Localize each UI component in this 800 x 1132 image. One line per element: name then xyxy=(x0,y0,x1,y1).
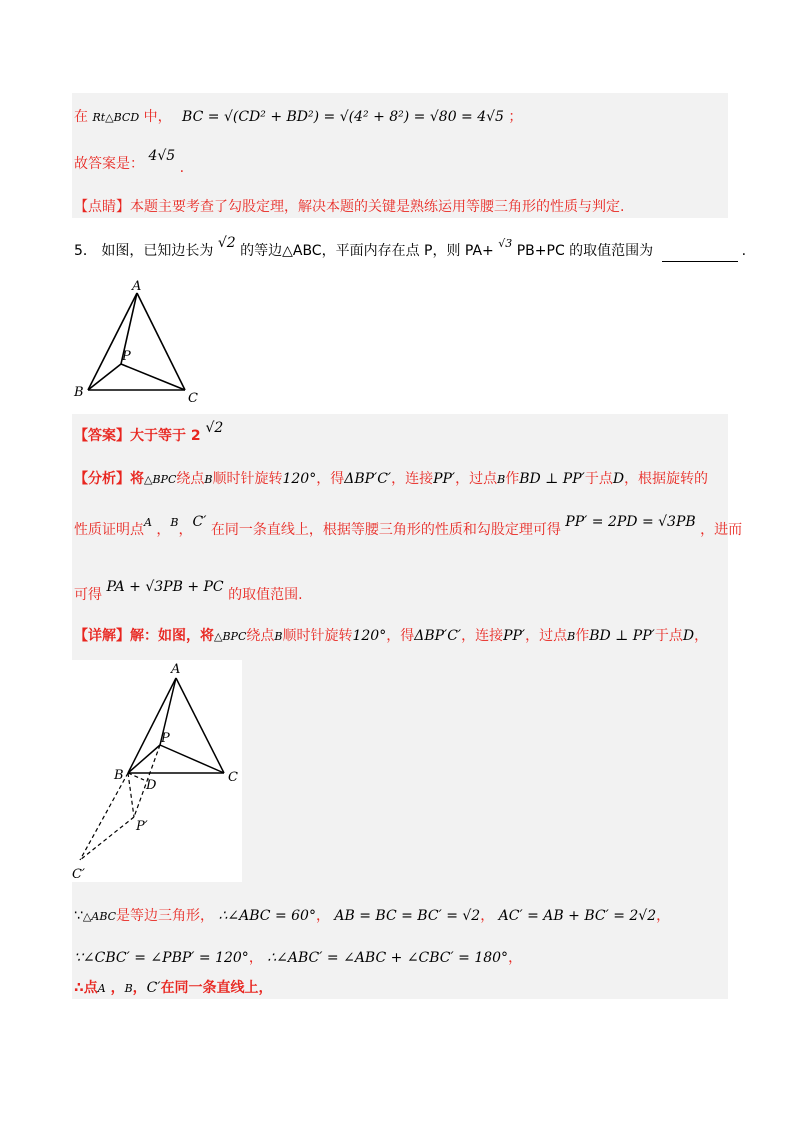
question-text: . xyxy=(741,243,747,259)
sqrt2-value: √2 xyxy=(217,235,236,251)
prev-text: . xyxy=(179,160,185,176)
proof-line-3 xyxy=(74,978,273,999)
proof-text: ∴点 xyxy=(74,980,98,996)
proof-text: 在同一条直线上， xyxy=(160,980,273,996)
prev-comment: 【点睛】本题主要考查了勾股定理，解决本题的关键是熟练运用等腰三角形的性质与判定. xyxy=(74,199,625,215)
detail-text: 绕点 xyxy=(246,628,275,644)
analysis-text: 顺时针旋转 xyxy=(212,471,283,487)
analysis-text: ，连接 xyxy=(391,471,434,487)
proof-text: ， xyxy=(656,908,671,924)
question-text: PB+PC 的取值范围为 xyxy=(516,243,654,259)
answer-line xyxy=(74,420,224,446)
proof-text: ， xyxy=(480,908,495,924)
analysis-point: D xyxy=(612,471,625,487)
analysis-triangle-2: ΔBP′C′ xyxy=(344,471,392,487)
question-text: 如图，已知边长为 xyxy=(101,243,214,259)
analysis-line-2 xyxy=(74,514,743,541)
detail-perpendicular: BD ⊥ PP′ xyxy=(589,628,655,644)
analysis-line-1 xyxy=(74,469,708,490)
proof-point: A xyxy=(97,982,106,995)
label-A: A xyxy=(132,279,142,294)
rotation-figure xyxy=(72,660,242,882)
label-C: C xyxy=(228,770,238,785)
detail-text: ， xyxy=(694,628,709,644)
detail-angle: 120° xyxy=(352,628,387,644)
proof-text: 是等边三角形， xyxy=(116,908,215,924)
sqrt3-value: √3 xyxy=(498,237,513,250)
detail-point: D xyxy=(682,628,695,644)
proof-math: AC′ = AB + BC′ = 2√2 xyxy=(498,908,657,924)
proof-math: ∴∠ABC = 60° xyxy=(218,908,316,924)
analysis-point: A xyxy=(144,516,152,529)
analysis-text: 作 xyxy=(505,471,520,487)
proof-text: ， xyxy=(110,980,125,996)
detail-line xyxy=(74,626,708,647)
analysis-text: ，进而 xyxy=(700,522,743,538)
analysis-point: B xyxy=(170,516,179,529)
proof-math: ∴∠ABC′ = ∠ABC + ∠CBC′ = 180° xyxy=(267,950,509,966)
proof-triangle: △ABC xyxy=(82,910,117,923)
proof-line-2 xyxy=(74,948,522,968)
analysis-point: C′ xyxy=(192,514,207,530)
label-D: D xyxy=(146,778,157,793)
detail-triangle: △BPC xyxy=(214,630,247,643)
prev-solution-line-2 xyxy=(74,148,185,176)
answer-value: √2 xyxy=(205,420,224,436)
prev-triangle: Rt△BCD xyxy=(92,111,140,124)
analysis-text: ，根据旋转的 xyxy=(624,471,709,487)
proof-text: ∵ xyxy=(74,908,83,924)
analysis-text: ， xyxy=(156,522,171,538)
proof-text: ， xyxy=(508,950,523,966)
analysis-text: 性质证明点 xyxy=(74,522,144,538)
label-A: A xyxy=(171,662,181,677)
analysis-text: 可得 xyxy=(74,587,102,603)
label-B: B xyxy=(74,385,84,400)
analysis-text: 绕点 xyxy=(176,471,205,487)
prev-equation: BC = √(CD² + BD²) = √(4² + 8²) = √80 = 4√5 xyxy=(182,109,504,125)
detail-text: 【详解】解：如图，将 xyxy=(74,628,214,644)
analysis-text: 在同一条直线上，根据等腰三角形的性质和勾股定理可得 xyxy=(210,522,561,538)
detail-point: B xyxy=(274,630,283,643)
analysis-text: ， xyxy=(178,522,193,538)
label-C: C xyxy=(188,391,198,406)
proof-point: C′ xyxy=(146,980,161,996)
answer-label: 【答案】大于等于 2 xyxy=(74,428,201,444)
analysis-text: 【分析】将 xyxy=(74,471,144,487)
label-B: B xyxy=(114,768,124,783)
analysis-perpendicular: BD ⊥ PP′ xyxy=(519,471,585,487)
prev-answer: 4√5 xyxy=(148,148,176,164)
analysis-point: B xyxy=(204,473,213,486)
label-P-prime: P′ xyxy=(136,819,148,834)
label-P: P xyxy=(161,731,170,746)
prev-text: ； xyxy=(508,109,523,125)
proof-math: ∵∠CBC′ = ∠PBP′ = 120° xyxy=(74,950,249,966)
detail-text: 于点 xyxy=(654,628,683,644)
label-P: P xyxy=(122,349,131,364)
proof-math: AB = BC = BC′ = √2 xyxy=(334,908,481,924)
question-number: 5． xyxy=(74,243,97,259)
analysis-text: 于点 xyxy=(584,471,613,487)
proof-text: ， xyxy=(315,908,330,924)
analysis-segment: PP′ xyxy=(433,471,456,487)
detail-triangle-2: ΔBP′C′ xyxy=(414,628,462,644)
analysis-expression: PA + √3PB + PC xyxy=(106,579,224,595)
prev-text: 中， xyxy=(143,109,172,125)
analysis-line-3 xyxy=(74,579,303,605)
analysis-triangle: △BPC xyxy=(144,473,177,486)
analysis-text: 的取值范围. xyxy=(228,587,303,603)
proof-text: ， xyxy=(132,980,147,996)
analysis-text: ，过点 xyxy=(455,471,498,487)
question-text: 的等边△ABC，平面内存在点 P，则 PA+ xyxy=(240,243,494,259)
triangle-figure xyxy=(70,278,210,408)
analysis-point: B xyxy=(497,473,506,486)
analysis-text: ，得 xyxy=(316,471,345,487)
proof-text: ， xyxy=(248,950,263,966)
detail-text: 作 xyxy=(575,628,590,644)
detail-segment: PP′ xyxy=(503,628,526,644)
label-C-prime: C′ xyxy=(72,867,85,882)
detail-text: ，得 xyxy=(386,628,415,644)
prev-text: 在 xyxy=(74,109,88,125)
answer-blank xyxy=(662,247,738,262)
detail-text: ，过点 xyxy=(525,628,568,644)
detail-point: B xyxy=(567,630,576,643)
prev-text: 故答案是： xyxy=(74,156,144,172)
proof-line-1 xyxy=(74,906,670,927)
question-5 xyxy=(74,235,747,262)
analysis-equation: PP′ = 2PD = √3PB xyxy=(565,514,696,530)
proof-point: B xyxy=(124,982,133,995)
detail-text: ，连接 xyxy=(461,628,504,644)
detail-text: 顺时针旋转 xyxy=(282,628,353,644)
prev-solution-line-1 xyxy=(74,107,522,128)
analysis-angle: 120° xyxy=(282,471,317,487)
